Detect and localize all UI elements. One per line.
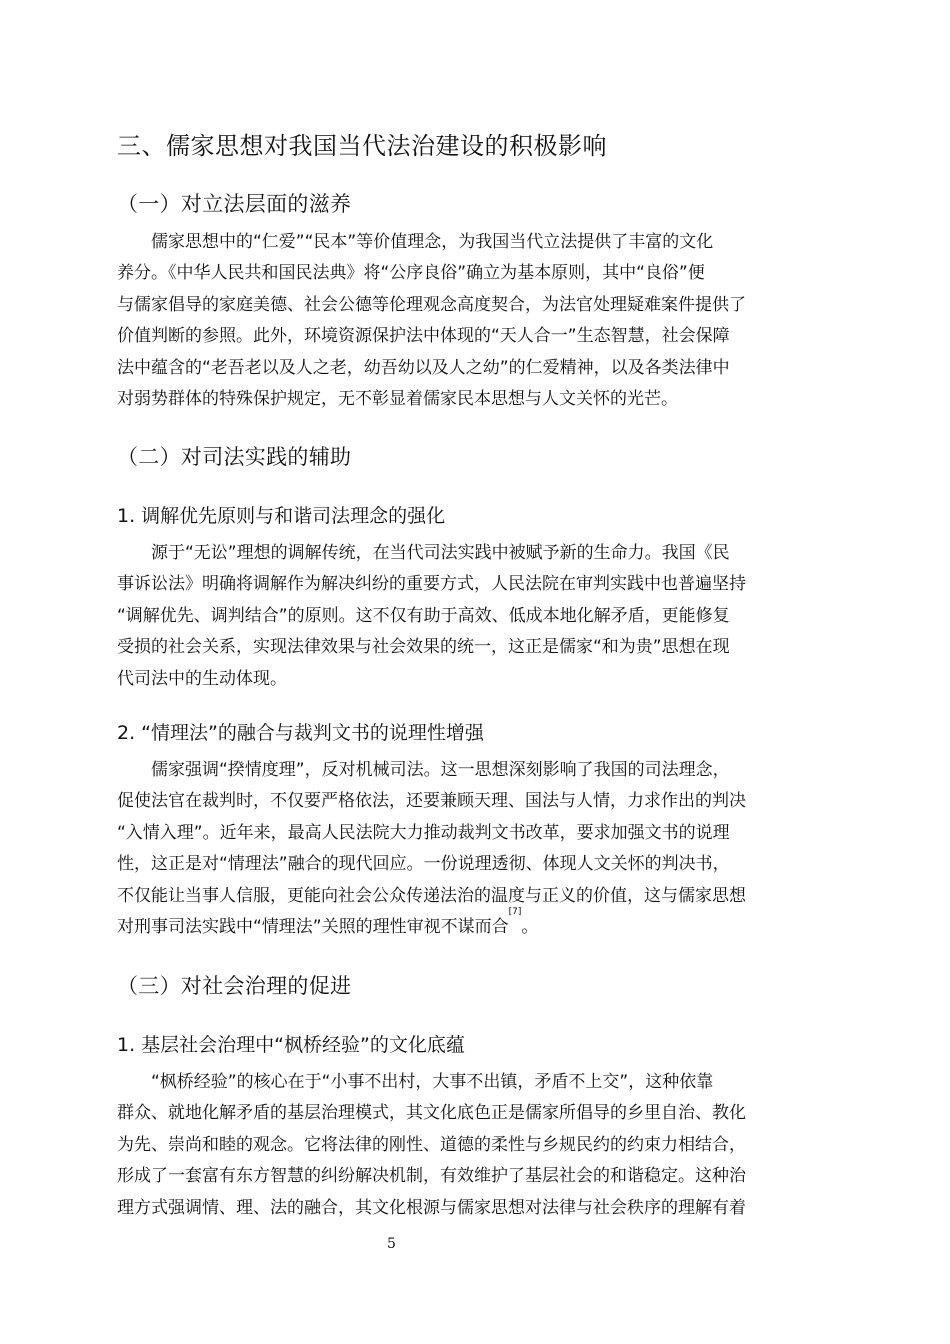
paragraph-line: 不仅能让当事人信服，更能向社会公众传递法治的温度与正义的价值，这与儒家思想 [117, 885, 746, 906]
paragraph-text: 。 [521, 916, 539, 937]
paragraph-text: 对刑事司法实践中“情理法”关照的理性审视不谋而合 [117, 916, 509, 937]
paragraph-legislation [117, 227, 829, 415]
subsection-title-judiciary: （二）对司法实践的辅助 [117, 445, 352, 469]
paragraph-fengqiao [117, 1067, 829, 1224]
item-title-mediation: 1. 调解优先原则与和谐司法理念的强化 [117, 505, 446, 527]
paragraph-line: “调解优先、调判结合”的原则。这不仅有助于高效、低成本地化解矛盾，更能修复 [117, 605, 730, 626]
subsection-title-governance: （三）对社会治理的促进 [117, 974, 352, 998]
paragraph-line: 性，这正是对“情理法”融合的现代回应。一份说理透彻、体现人文关怀的判决书， [117, 854, 730, 875]
paragraph-line: 儒家思想中的“仁爱”“民本”等价值理念，为我国当代立法提供了丰富的文化 [151, 232, 714, 252]
paragraph-line: 理方式强调情、理、法的融合，其文化根源与儒家思想对法律与社会秩序的理解有着 [117, 1197, 746, 1218]
paragraph-line: “枫桥经验”的核心在于“小事不出村，大事不出镇，矛盾不上交”，这种依靠 [151, 1072, 714, 1092]
item-title-fengqiao: 1. 基层社会治理中“枫桥经验”的文化底蕴 [117, 1034, 465, 1056]
paragraph-line: 法中蕴含的“老吾老以及人之老，幼吾幼以及人之幼”的仁爱精神，以及各类法律中 [117, 357, 730, 378]
paragraph-last-line [117, 906, 829, 943]
paragraph-line: 群众、就地化解矛盾的基层治理模式，其文化底色正是儒家所倡导的乡里自治、教化 [117, 1103, 746, 1124]
paragraph-line: 对弱势群体的特殊保护规定，无不彰显着儒家民本思想与人文关怀的光芒。 [117, 388, 678, 409]
page-number: 5 [387, 1236, 396, 1252]
paragraph-mediation [117, 538, 829, 695]
paragraph-line: 养分。《中华人民共和国民法典》将“公序良俗”确立为基本原则，其中“良俗”便 [117, 263, 705, 284]
paragraph-line: 代司法中的生动体现。 [117, 668, 287, 689]
paragraph-line: 儒家强调“揆情度理”，反对机械司法。这一思想深刻影响了我国的司法理念， [151, 760, 730, 780]
citation-reference: [7] [508, 906, 522, 917]
paragraph-line: 事诉讼法》明确将调解作为解决纠纷的重要方式，人民法院在审判实践中也普遍坚持 [117, 574, 746, 595]
paragraph-line: 为先、崇尚和睦的观念。它将法律的刚性、道德的柔性与乡规民约的约束力相结合， [117, 1134, 746, 1155]
item-title-reasoning: 2. “情理法”的融合与裁判文书的说理性增强 [117, 722, 484, 744]
paragraph-line: 源于“无讼”理想的调解传统，在当代司法实践中被赋予新的生命力。我国《民 [151, 543, 730, 563]
paragraph-reasoning [117, 755, 829, 943]
paragraph-line: 形成了一套富有东方智慧的纠纷解决机制，有效维护了基层社会的和谐稳定。这种治 [117, 1166, 746, 1187]
paragraph-line: 与儒家倡导的家庭美德、社会公德等伦理观念高度契合，为法官处理疑难案件提供了 [117, 294, 746, 315]
subsection-title-legislation: （一）对立法层面的滋养 [117, 192, 352, 216]
paragraph-line: 促使法官在裁判时，不仅要严格依法，还要兼顾天理、国法与人情，力求作出的判决 [117, 791, 746, 812]
paragraph-line: “入情入理”。近年来，最高人民法院大力推动裁判文书改革，要求加强文书的说理 [117, 822, 730, 843]
paragraph-line: 价值判断的参照。此外，环境资源保护法中体现的“天人合一”生态智慧，社会保障 [117, 326, 730, 347]
paragraph-line: 受损的社会关系，实现法律效果与社会效果的统一，这正是儒家“和为贵”思想在现 [117, 637, 730, 658]
section-title: 三、儒家思想对我国当代法治建设的积极影响 [117, 132, 607, 160]
